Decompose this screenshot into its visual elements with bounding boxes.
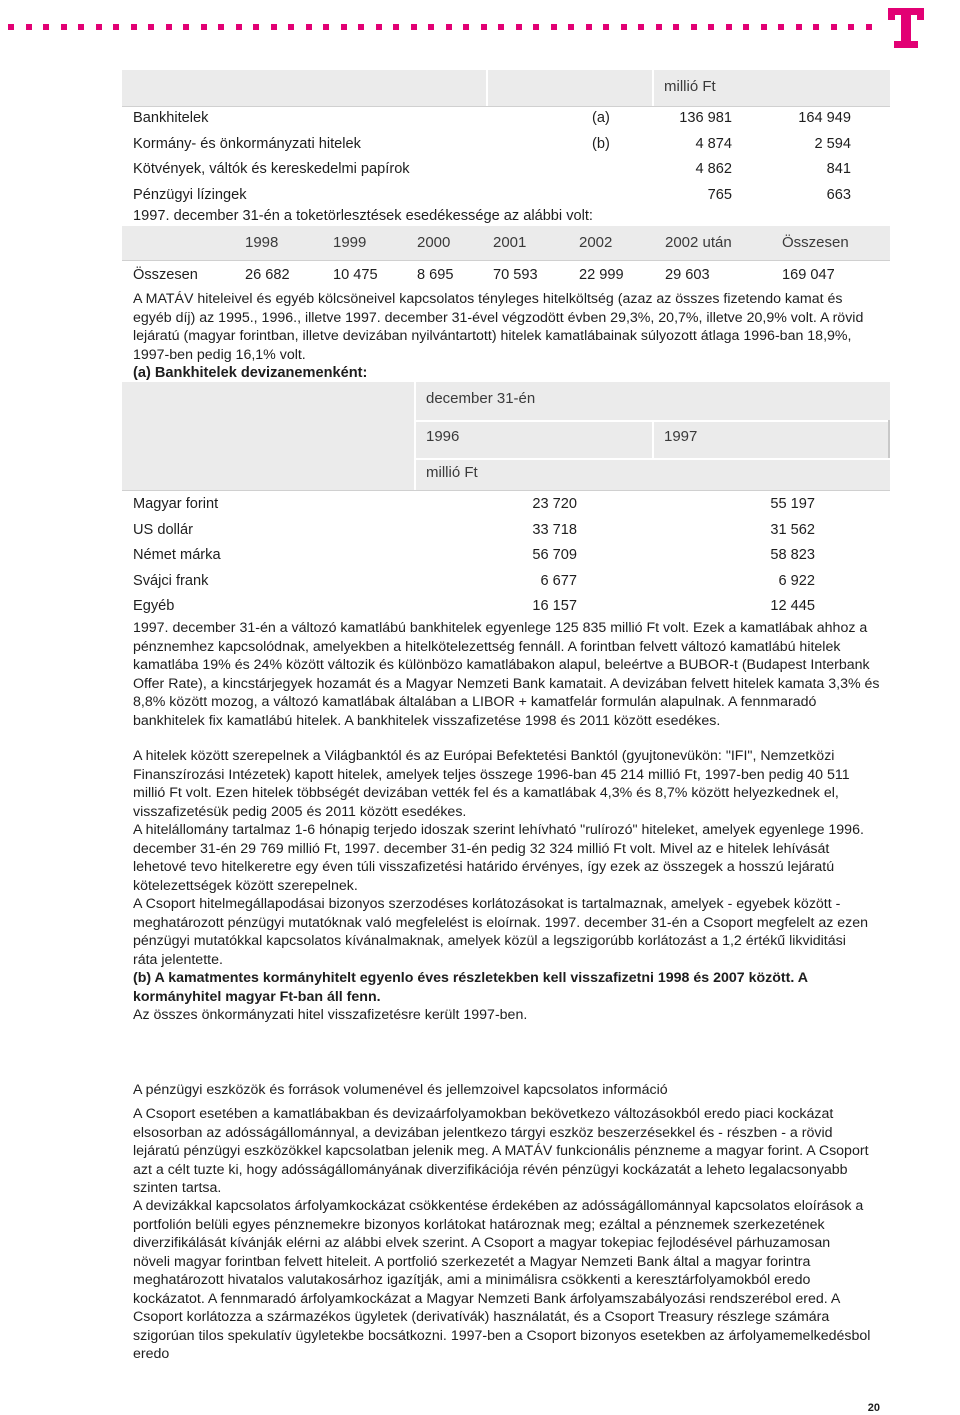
currency-row-1996: 56 709 xyxy=(532,547,577,563)
currency-header-date: december 31-én xyxy=(426,390,536,407)
header-dot xyxy=(253,24,259,30)
header-dot xyxy=(358,24,364,30)
loan-row-label: Kötvények, váltók és kereskedelmi papírok xyxy=(133,161,410,177)
currency-header-1996: 1996 xyxy=(426,428,460,445)
currency-row-label: US dollár xyxy=(133,521,194,538)
header-dot xyxy=(411,24,417,30)
header-dot xyxy=(533,24,539,30)
header-dot xyxy=(271,24,277,30)
currency-section-title: (a) Bankhitelek devizanemenként: xyxy=(133,365,368,381)
header-dot xyxy=(236,24,242,30)
loans-header-band xyxy=(122,70,890,106)
header-dot xyxy=(813,24,819,30)
currency-row-1996: 23 720 xyxy=(532,496,577,512)
currency-row-1996: 33 718 xyxy=(532,521,577,538)
loan-row-value-1997: 841 xyxy=(826,161,851,177)
section-heading: A pénzügyi eszközök és források volumenével és jellemzoivel kapcsolatos információ xyxy=(133,1082,668,1098)
currency-row-1997: 6 922 xyxy=(778,572,815,589)
maturity-year-header: 1999 xyxy=(333,234,367,251)
header-dot xyxy=(376,24,382,30)
loans-header-divider xyxy=(486,70,488,106)
header-dot xyxy=(201,24,207,30)
currency-header-unit: millió Ft xyxy=(426,464,478,481)
header-dot xyxy=(481,24,487,30)
header-dot xyxy=(288,24,294,30)
header-dot xyxy=(691,24,697,30)
government-loan-paragraph: (b) A kamatmentes kormányhitelt egyenlo éves részletekben kell visszafizetni 1998 és 2007 között. A kormányhitel magyar Ft-ban áll fenn. xyxy=(133,970,808,1005)
loan-row-label: Bankhitelek xyxy=(133,110,209,126)
effective-cost-paragraph: A MATÁV hiteleivel és egyéb kölcsöneivel kapcsolatos tényleges hitelköltség (azaz az összes fizetendo kamat és egyéb díj) az 1995., 1996., illetve 1997. december 31-ével végzodött évben 29,3%, 20,7%, illetve 20,9% volt. A rövid lejáratú (magyar forintban, illetve devizában nyilvántartott) hitelek kamatlábainak súlyozott átlaga 1996-ban 18,9%, 1997-ben pedig 16,1% volt. xyxy=(133,291,864,363)
loan-row-value-1996: 4 874 xyxy=(695,135,732,152)
maturity-year-header: Összesen xyxy=(782,234,849,251)
telekom-logo-icon xyxy=(884,6,928,50)
currency-header-border xyxy=(888,420,890,458)
header-dot xyxy=(498,24,504,30)
loans-header-underline xyxy=(122,106,890,107)
header-dot xyxy=(796,24,802,30)
currency-row-label: Német márka xyxy=(133,547,221,563)
header-dot xyxy=(166,24,172,30)
maturity-amount: 8 695 xyxy=(417,267,454,283)
currency-row-1997: 55 197 xyxy=(770,496,815,512)
loan-row-value-1996: 765 xyxy=(707,186,732,203)
header-dot xyxy=(61,24,67,30)
header-dot xyxy=(96,24,102,30)
header-dot xyxy=(586,24,592,30)
loan-row-label: Pénzügyi lízingek xyxy=(133,186,247,203)
currency-row-label: Svájci frank xyxy=(133,572,209,589)
maturity-year-header: 2002 xyxy=(579,234,613,251)
header-dot xyxy=(446,24,452,30)
header-dot xyxy=(778,24,784,30)
header-dot xyxy=(848,24,854,30)
header-dot xyxy=(831,24,837,30)
header-dot xyxy=(43,24,49,30)
header-dot xyxy=(131,24,137,30)
variable-rate-paragraph: 1997. december 31-én a változó kamatlábú bankhitelek egyenlege 125 835 millió Ft volt. Ezek a kamatlábak ahhoz a pénznemhez kapcsolódnak, amelyekben a hitelkötelezettség fennáll. A forintban felvett változó kamatlábú hitelek kamatlába 19% és 24% között változik és különbözo kamatlábakon alapul, beleértve a BUBOR-t (Budapest Interbank Offer Rate), a kincstárjegyek hozamát és a Magyar Nemzeti Bank kamatait. A devizában felvett hitelek kamata 3,3% és 8,8% között mozog, a változó kamatlábak általában a LIBOR + kamatfelár formulán alapulnak. A fennmaradó bankhitelek fix kamatlábú hitelek. A bankhitelek visszafizetése 1998 és 2011 között esedékes. xyxy=(133,620,880,729)
maturity-underline xyxy=(122,260,890,261)
covenants-paragraph: A Csoport hitelmegállapodásai bizonyos szerzodéses korlátozásokat is tartalmaznak, amelyek - egyebek között - meghatározott pénzügyi mutatóknak való megfelelést is eloírnak. 1997. december 31-én a Csoport megfelelt az ezen pénzügyi mutatókkal kapcsolatos kívánalmaknak, amelyek közül a legszigorúbb korlátozást a 1,2 értékű likviditási ráta jelentette. xyxy=(133,896,869,968)
currency-header-divider xyxy=(652,420,654,458)
header-dot xyxy=(743,24,749,30)
loan-row-value-1997: 164 949 xyxy=(798,110,851,126)
currency-header-underline xyxy=(122,490,890,491)
header-dot xyxy=(656,24,662,30)
maturity-amount: 10 475 xyxy=(333,267,378,283)
currency-header-divider xyxy=(414,382,416,490)
header-dot xyxy=(341,24,347,30)
loan-row-note: (b) xyxy=(592,135,610,152)
header-dot xyxy=(603,24,609,30)
header-dot xyxy=(183,24,189,30)
currency-header-1997: 1997 xyxy=(664,428,698,445)
loan-row-value-1996: 136 981 xyxy=(679,110,732,126)
fx-risk-paragraph: A devizákkal kapcsolatos árfolyamkockázat csökkentése érdekében az adósságállománnyal kapcsolatos eloírások a portfolión belüli egyes pénznemekre bizonyos korlátokat határoznak meg; ezáltal a pénznemek szerkezetének diverzifikálását kívánják elérni az alábbi elvek szerint. A Csoport a magyar tokepiac fejlodésével párhuzamosan növeli magyar forintban felvett hiteleit. A portfolió szerkezetét a Magyar Nemzeti Bank által a magyar forintra meghatározott hivatalos valutakosárhoz igazítják, ami a minimálisra csökkenti a keresztárfolyamokból eredo kockázatot. A fennmaradó árfolyamkockázat a Magyar Nemzeti Bank árfolyamszabályozási rendszerébol ered. A Csoport korlátozza a származékos ügyletek (derivatívák) használatát, és a Csoport Treasury részlege számára szigorúan tilos spekulatív ügyletekbe bocsátkozni. 1997-ben a Csoport bizonyos esetekben az árfolyamemelkedésbol eredo xyxy=(133,1198,871,1362)
currency-row-1996: 16 157 xyxy=(532,598,577,614)
loan-row-note: (a) xyxy=(592,110,610,126)
maturity-amount: 169 047 xyxy=(782,267,835,283)
header-dot xyxy=(638,24,644,30)
header-dot xyxy=(148,24,154,30)
header-dot xyxy=(761,24,767,30)
header-dot xyxy=(726,24,732,30)
header-dot xyxy=(393,24,399,30)
header-dot xyxy=(551,24,557,30)
currency-table xyxy=(122,382,890,642)
ifi-loans-paragraph: A hitelek között szerepelnek a Világbanktól és az Európai Befektetési Banktól (gyujtonevükön: "IFI", Nemzetközi Finanszírozási Intézetek) kapott hitelek, amelyek teljes összege 1996-ban 45 214 millió Ft, 1997-ben pedig 40 511 millió Ft volt. Ezen hitelek többségét devizában vették fel és a kamatlábak 4,3% és 8,7% között helyezkednek el, visszafizetésük pedig 2005 és 2011 között esedékes. xyxy=(133,748,850,820)
currency-row-1997: 12 445 xyxy=(770,598,815,614)
page-number: 20 xyxy=(867,1402,880,1414)
maturity-year-header: 1998 xyxy=(245,234,279,251)
loan-row-label: Kormány- és önkormányzati hitelek xyxy=(133,135,361,152)
loan-row-value-1996: 4 862 xyxy=(695,161,732,177)
maturity-year-header: 2001 xyxy=(493,234,527,251)
currency-header-rule xyxy=(414,458,890,460)
loan-row-value-1997: 663 xyxy=(826,186,851,203)
header-dot-strip xyxy=(0,24,960,34)
maturity-year-header: 2002 után xyxy=(665,234,732,251)
municipal-loan-paragraph: Az összes önkormányzati hitel visszafizetésre került 1997-ben. xyxy=(133,1007,528,1023)
header-dot xyxy=(708,24,714,30)
loans-unit-label: millió Ft xyxy=(664,78,716,95)
header-dot xyxy=(306,24,312,30)
header-dot xyxy=(428,24,434,30)
revolving-loans-paragraph: A hitelállomány tartalmaz 1-6 hónapig terjedo idoszak szerint lehívható "rulírozó" hiteleket, amelyek egyenlege 1996. december 31-én 29 769 millió Ft, 1997. december 31-én pedig 32 324 millió Ft volt. Mivel az e hitelek lehívását lehetové tevo hitelkeretre egy éven túli visszafizetési határido érvényes, így ezek az összegek a hosszú lejáratú kötelezettségek között szerepelnek. xyxy=(133,822,864,894)
maturity-total-label: Összesen xyxy=(133,267,198,283)
header-dot xyxy=(218,24,224,30)
loan-row-value-1997: 2 594 xyxy=(814,135,851,152)
header-dot xyxy=(516,24,522,30)
maturity-amount: 70 593 xyxy=(493,267,538,283)
header-dot xyxy=(866,24,872,30)
maturity-amount: 29 603 xyxy=(665,267,710,283)
maturity-amount: 22 999 xyxy=(579,267,624,283)
header-dot xyxy=(323,24,329,30)
header-dot xyxy=(8,24,14,30)
header-dot xyxy=(78,24,84,30)
header-dot xyxy=(568,24,574,30)
maturity-intro: 1997. december 31-én a toketörlesztések esedékessége az alábbi volt: xyxy=(133,208,593,224)
header-dot xyxy=(113,24,119,30)
market-risk-paragraph: A Csoport esetében a kamatlábakban és devizaárfolyamokban bekövetkezo változásokból eredo piaci kockázat elsosorban az adósságállománnyal, a devizában jelentkezo tárgyi eszköz beszerzésekkel és - részben - a rövid lejáratú pénzügyi eszközökkel kapcsolatban jelenik meg. A MATÁV funkcionális pénzneme a magyar forint. A Csoport azt a célt tuzte ki, hogy adósságállományának diverzifikációja révén pénzügyi kockázatát a leheto legalacsonyabb szinten tartsa. xyxy=(133,1106,869,1196)
header-dot xyxy=(673,24,679,30)
currency-row-1996: 6 677 xyxy=(540,572,577,589)
maturity-amount: 26 682 xyxy=(245,267,290,283)
currency-row-1997: 58 823 xyxy=(770,547,815,563)
currency-row-label: Magyar forint xyxy=(133,496,219,512)
header-dot xyxy=(621,24,627,30)
loans-table xyxy=(122,70,890,210)
header-dot xyxy=(26,24,32,30)
maturity-year-header: 2000 xyxy=(417,234,451,251)
loans-header-divider xyxy=(652,70,654,106)
header-dot xyxy=(463,24,469,30)
currency-row-1997: 31 562 xyxy=(770,521,815,538)
currency-row-label: Egyéb xyxy=(133,598,175,614)
